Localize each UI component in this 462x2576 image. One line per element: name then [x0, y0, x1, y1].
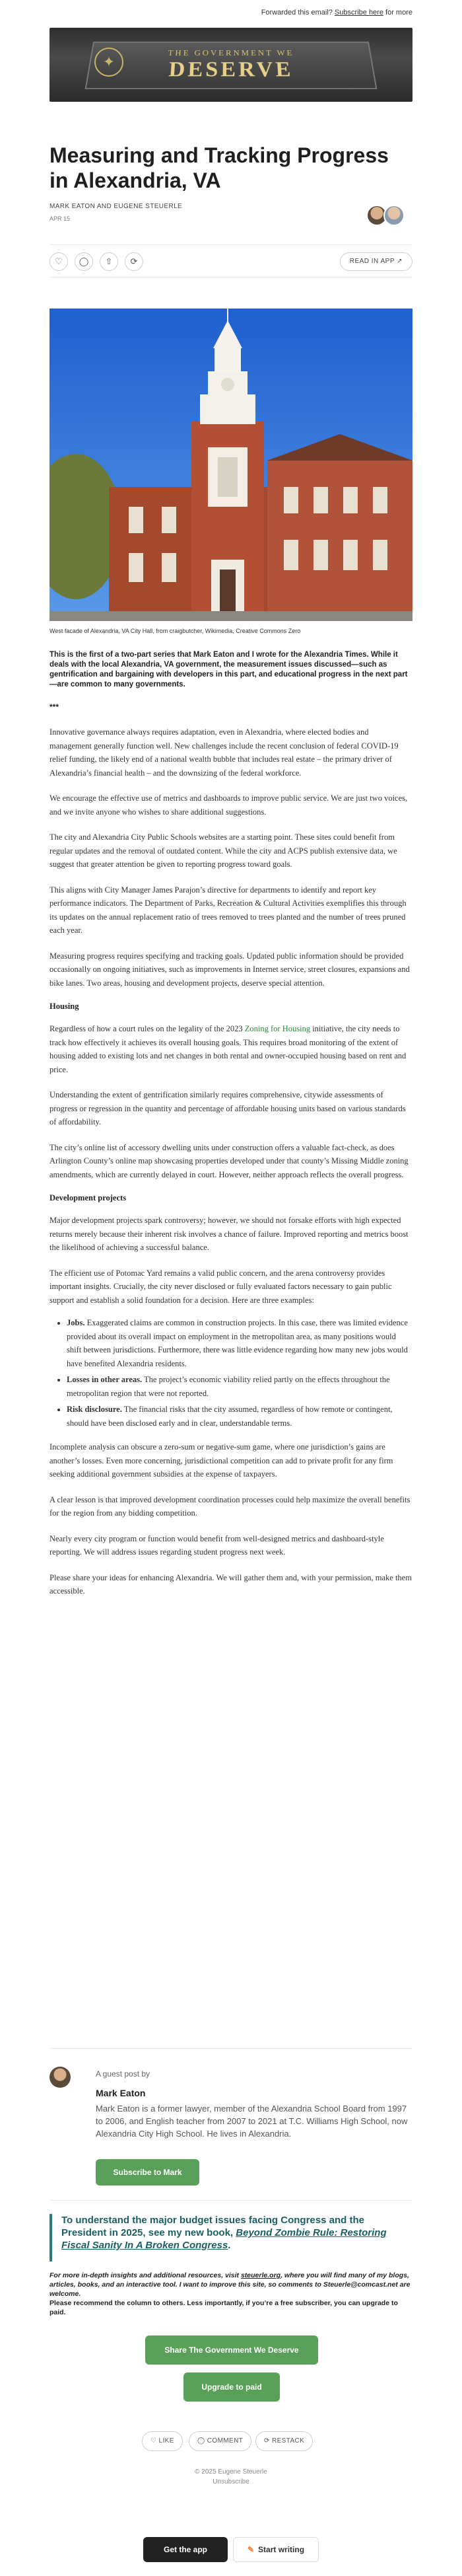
body-paragraph: Nearly every city program or function would benefit from well-designed metrics and dashboard-style reporting. We will address issues regarding student progress next week.: [50, 1533, 384, 1557]
promo-info-text: For more in-depth insights and additional resources, visit: [50, 2271, 240, 2279]
copyright: © 2025 Eugene Steuerle: [195, 2468, 267, 2476]
guest-bio: Mark Eaton is a former lawyer, member of the Alexandria School Board from 1997 to 2006, and English teacher from 2007 to 2021 at T.C. Williams High School, now Alexandria City High School. He lives in Alexandria.: [96, 2104, 408, 2139]
body-paragraph: The city’s online list of accessory dwelling units under construction offers a valuable fact-check, as does Arlington County’s online map showcasing properties developed under that county’s Missing Middle zoning amendments, which are currently delayed in court. However, neither approach reflects the overall progress.: [50, 1142, 409, 1179]
forward-text: Forwarded this email?: [261, 9, 333, 17]
restack-button[interactable]: ⟳ RESTACK: [255, 2431, 313, 2451]
list-item: [67, 1403, 412, 1430]
guest-name[interactable]: Mark Eaton: [96, 2088, 146, 2098]
list-item-lead: Risk disclosure.: [67, 1405, 122, 1414]
book-promo: [50, 2214, 412, 2402]
image-caption: West facade of Alexandria, VA City Hall, from craigbutcher, Wikimedia, Creative Commons Zero: [50, 628, 301, 634]
zoning-for-housing-link[interactable]: Zoning for Housing: [244, 1024, 311, 1033]
comment-icon[interactable]: ◯: [75, 252, 93, 271]
body-paragraph: Major development projects spark controversy; however, we should not forsake efforts with high expected returns merely because their inherent risk involves a chance of failure. Improved reporting and metrics boost the likelihood of achieving a successful balance.: [50, 1216, 409, 1252]
body-text: Regardless of how a court rules on the legality of the 2023: [50, 1024, 243, 1033]
list-item-text: The project’s economic viability relied partly on the effects throughout the metropolitan region that were not reported.: [67, 1375, 390, 1398]
get-the-app-button[interactable]: Get the app: [143, 2537, 228, 2562]
city-hall-illustration: [50, 309, 412, 621]
share-publication-button[interactable]: Share The Government We Deserve: [145, 2336, 318, 2365]
author-avatars[interactable]: [366, 205, 412, 227]
body-text: initiative, the city needs to track how effectively it achieves its overall housing goals. This requires broad monitoring of the extent of housing added to existing lots and net changes in both rental and owner-occupied housing based on rent and price.: [50, 1024, 407, 1074]
restack-icon[interactable]: ⟳: [125, 252, 143, 271]
article-body: [50, 725, 412, 1598]
subscribe-to-author-button[interactable]: Subscribe to Mark: [96, 2159, 199, 2186]
body-paragraph: [50, 1022, 412, 1076]
body-paragraph: Innovative governance always requires adaptation, even in Alexandria, where elected bodies and management generally function well. New challenges include the recent conclusion of federal COVID-19 relief funding, the likely end of a national wealth bubble that includes real estate – the primary driver of Alexandria’s financial health – and the downsizing of the federal workforce.: [50, 727, 399, 778]
body-paragraph: A clear lesson is that improved development coordination processes could help maximize the overall benefits for the region from any bidding competition.: [50, 1494, 411, 1518]
list-item-lead: Jobs.: [67, 1318, 85, 1327]
avatar[interactable]: [50, 2067, 71, 2088]
action-bar: [50, 244, 412, 277]
share-icon[interactable]: ⇧: [100, 252, 118, 271]
promo-headline-end: .: [228, 2240, 231, 2251]
body-paragraph: We encourage the effective use of metrics and dashboards to improve public service. We are just two voices, and we invite anyone who wishes to share additional suggestions.: [50, 793, 408, 817]
publication-banner[interactable]: [50, 28, 412, 102]
byline[interactable]: MARK EATON AND EUGENE STEUERLE: [50, 203, 183, 210]
body-paragraph: The city and Alexandria City Public Schools websites are a starting point. These sites could benefit from regular updates and the removal of outdated content. While the city and ACPS publish extensive data, we suggest that greater attention be given to reporting progress toward goals.: [50, 832, 397, 869]
promo-headline-text: To understand the major budget issues facing Congress and the President in 2025, see my new book,: [61, 2215, 364, 2238]
lede-paragraph: This is the first of a two-part series that Mark Eaton and I wrote for the Alexandria Times. While it deals with the local Alexandria, VA government, the measurement issues discussed—such as gentrification and bargaining with developers in this part, and educational progress in the next part—are common to many governments.: [50, 651, 408, 688]
quote-bar: [50, 2214, 52, 2262]
hero-image[interactable]: [50, 309, 412, 621]
body-paragraph: Understanding the extent of gentrification similarly requires comprehensive, citywide assessments of progress or regression in the quantity and percentage of affordable housing units based on various standards of affordability.: [50, 1090, 406, 1126]
guest-author-card: [50, 2067, 412, 2186]
forward-suffix: for more: [385, 9, 412, 17]
guest-label: A guest post by: [96, 2069, 150, 2079]
avatar[interactable]: [383, 205, 405, 226]
list-item-text: The financial risks that the city assumed, regardless of how remote or contingent, should have been disclosed early and in clear, understandable terms.: [67, 1405, 393, 1428]
seal-icon: ✦: [94, 48, 123, 77]
body-paragraph: Measuring progress requires specifying and tracking goals. Updated public information should be provided occasionally on ongoing initiatives, such as improvements in Internet service, street closures, expansions and bike lanes. Two areas, housing and development projects, deserve special attention.: [50, 951, 410, 988]
divider: [50, 2048, 412, 2049]
upgrade-to-paid-button[interactable]: Upgrade to paid: [183, 2373, 280, 2402]
examples-list: [50, 1316, 412, 1430]
comment-button[interactable]: ◯ COMMENT: [189, 2431, 251, 2451]
promo-info-text: , where you will find many of my blogs, articles, books, and an interactive tool. I want to improve this site, so comments to Steuerle@comcast.net are welcome.: [50, 2271, 411, 2298]
section-heading-development: Development projects: [50, 1193, 127, 1202]
body-paragraph: Incomplete analysis can obscure a zero-sum or negative-sum game, where one jurisdiction’s gains are another’s losses. Even more concerning, jurisdictional competition can add to private profit for any firm seeking additional government subsidies at the expense of taxpayers.: [50, 1442, 393, 1479]
banner-small-text: THE GOVERNMENT WE: [168, 48, 294, 57]
forward-notice: [261, 9, 412, 17]
promo-info: [50, 2271, 412, 2299]
post-date: APR 15: [50, 215, 71, 222]
list-item-text: Exaggerated claims are common in construction projects. In this case, there was limited evidence provided about its overall impact on employment in the metropolitan area, as many positions would shift between jurisdictions. Furthermore, there was little evidence regarding how many new jobs would have benefited Alexandria residents.: [67, 1318, 408, 1368]
list-item-lead: Losses in other areas.: [67, 1375, 143, 1384]
list-item: [67, 1373, 412, 1400]
subscribe-here-link[interactable]: Subscribe here: [334, 9, 383, 17]
like-button[interactable]: ♡ LIKE: [142, 2431, 183, 2451]
unsubscribe-link[interactable]: Unsubscribe: [213, 2478, 249, 2485]
banner-big-text: DESERVE: [168, 57, 294, 82]
divider: [50, 2200, 412, 2201]
like-icon[interactable]: ♡: [50, 252, 68, 271]
read-in-app-button[interactable]: READ IN APP ↗: [340, 252, 412, 271]
list-item: [67, 1316, 412, 1370]
banner-plate: [84, 42, 377, 89]
body-paragraph: This aligns with City Manager James Parajon’s directive for departments to identify and report key performance indicators. The Department of Parks, Recreation & Cultural Activities exemplifies this through its updates on the annual replacement ratio of trees removed to trees planted and the number of trees pruned each year.: [50, 885, 407, 935]
writing-icon: ✎: [247, 2545, 255, 2554]
section-divider: ***: [50, 702, 59, 712]
section-heading-housing: Housing: [50, 1002, 79, 1011]
promo-headline: [61, 2214, 411, 2252]
steuerle-link[interactable]: steuerle.org: [240, 2271, 281, 2279]
body-paragraph: Please share your ideas for enhancing Alexandria. We will gather them and, with your permission, make them accessible.: [50, 1572, 412, 1596]
start-writing-label: Start writing: [258, 2545, 305, 2554]
post-title: Measuring and Tracking Progress in Alexandria, VA: [50, 143, 389, 192]
body-paragraph: The efficient use of Potomac Yard remains a valid public concern, and the arena controversy provides important insights. Crucially, the city never disclosed or fully evaluated factors necessary to gain public support and establish a solid foundation for a decision. Here are three examples:: [50, 1268, 392, 1305]
promo-recommend: Please recommend the column to others. Less importantly, if you’re a free subscriber, you can upgrade to paid.: [50, 2299, 398, 2316]
book-title-link[interactable]: Beyond Zombie Rule: Restoring Fiscal Sanity In A Broken Congress: [61, 2227, 387, 2251]
footer-actions: [50, 2431, 412, 2454]
start-writing-button[interactable]: [233, 2537, 319, 2562]
